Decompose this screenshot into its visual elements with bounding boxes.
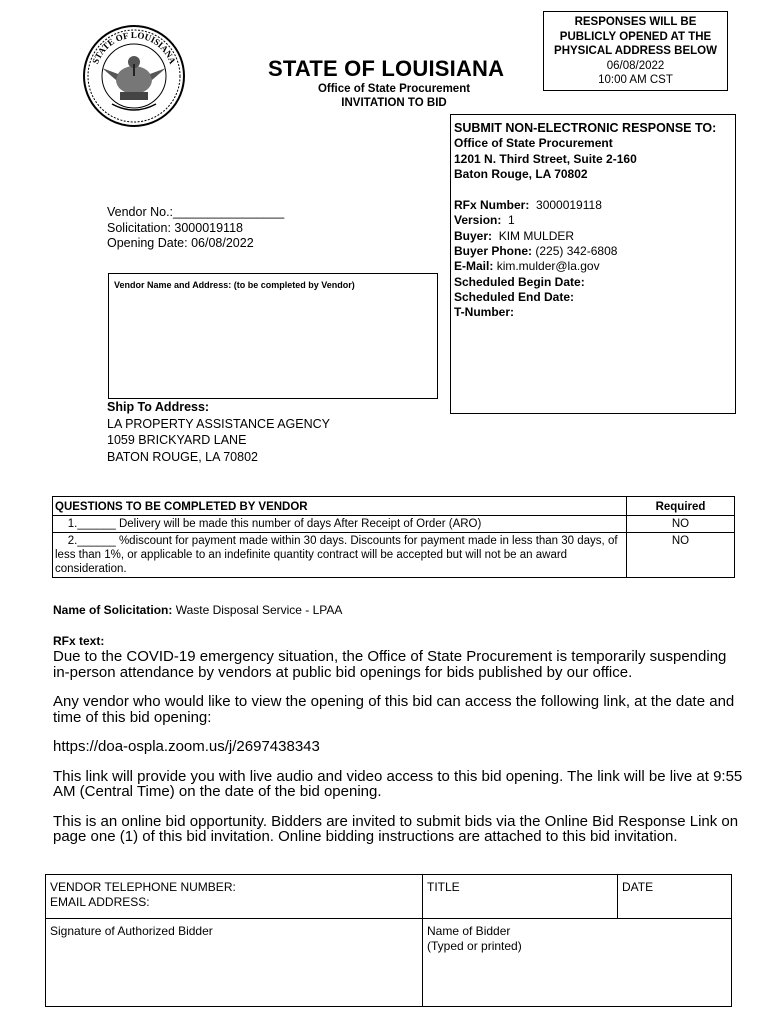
version-label: Version:: [454, 213, 502, 228]
ship-to-line-2: 1059 BRICKYARD LANE: [107, 433, 247, 447]
buyer-phone-label: Buyer Phone:: [454, 244, 533, 259]
ship-to-line-3: BATON ROUGE, LA 70802: [107, 449, 258, 464]
vendor-number-field[interactable]: Vendor No.:________________: [107, 205, 285, 219]
rfx-number-row: [454, 198, 735, 213]
bidder-name-label: Name of Bidder: [427, 924, 511, 938]
solicitation-name-label: Name of Solicitation:: [53, 603, 173, 617]
buyer-phone-value: (225) 342-6808: [535, 244, 618, 259]
scheduled-begin-date-label: Scheduled Begin Date:: [454, 274, 585, 289]
buyer-row: [454, 229, 735, 244]
responses-line-1: RESPONSES WILL BE: [574, 16, 697, 28]
opening-date-line: Opening Date: 06/08/2022: [107, 236, 254, 250]
submit-address-line-2: 1201 N. Third Street, Suite 2-160: [454, 151, 637, 166]
vendor-name-address-box[interactable]: [108, 273, 438, 399]
question-text[interactable]: 2.______ %discount for payment made within 30 days. Discounts for payment made in less than 30 days, of less than 1%, or applicable to an indefinite quantity contract will be accepted but will not be an award consideration.: [53, 533, 627, 578]
rfx-text-section: [53, 634, 743, 859]
solicitation-name: [53, 603, 342, 617]
submit-response-box: [450, 114, 736, 414]
email-value[interactable]: kim.mulder@la.gov: [496, 259, 600, 274]
ship-to-label: Ship To Address:: [107, 400, 210, 414]
question-row: [53, 533, 735, 578]
version-value: 1: [508, 213, 515, 228]
bidder-signature-form: [45, 874, 732, 1007]
ship-to-line-1: LA PROPERTY ASSISTANCE AGENCY: [107, 416, 330, 431]
scheduled-end-date-label: Scheduled End Date:: [454, 289, 575, 304]
rfx-text-label: RFx text:: [53, 634, 105, 648]
ship-to-address: [107, 399, 330, 465]
signature-label: Signature of Authorized Bidder: [50, 924, 213, 938]
email-row: [454, 259, 735, 274]
rfx-paragraph-view-opening: Any vendor who would like to view the opening of this bid can access the following link, at the date and time of this bid opening:: [53, 693, 735, 726]
signature-row: [46, 919, 732, 1007]
bidder-name-field[interactable]: [423, 919, 732, 1007]
header-subtitle: [305, 82, 483, 110]
buyer-label: Buyer:: [454, 228, 493, 243]
submit-address-line-1: Office of State Procurement: [454, 136, 613, 151]
office-name: Office of State Procurement: [317, 83, 471, 95]
responses-line-3: PHYSICAL ADDRESS BELOW: [554, 45, 717, 57]
question-required: NO: [627, 516, 735, 533]
buyer-value: KIM MULDER: [498, 228, 575, 243]
opening-time: 10:00 AM CST: [598, 74, 673, 86]
email-label: E-Mail:: [454, 259, 494, 274]
date-field[interactable]: [618, 875, 732, 919]
vendor-name-address-label: Vendor Name and Address: (to be completed by Vendor): [114, 280, 355, 290]
date-label: DATE: [622, 880, 654, 894]
required-header: Required: [627, 497, 735, 516]
title-field[interactable]: [423, 875, 618, 919]
t-number-label: T-Number:: [454, 305, 514, 320]
rfx-number-label: RFx Number:: [454, 198, 530, 213]
rfx-paragraph-live-link: This link will provide you with live audio and video access to this bid opening. The link will be live at 9:55 AM (Central Time) on the date of the bid opening.: [53, 767, 743, 800]
solicitation-number: Solicitation: 3000019118: [107, 220, 243, 235]
submit-address-line-3: Baton Rouge, LA 70802: [454, 166, 588, 181]
question-required: NO: [627, 533, 735, 578]
title-label: TITLE: [427, 880, 460, 894]
question-text[interactable]: 1.______ Delivery will be made this number of days After Receipt of Order (ARO): [53, 516, 627, 533]
rfx-paragraph-covid: Due to the COVID-19 emergency situation, the Office of State Procurement is temporarily suspending in-person attendance by vendors at public bid openings for bids published by our office.: [53, 648, 727, 681]
email-address-label: EMAIL ADDRESS:: [50, 895, 150, 909]
responses-line-2: PUBLICLY OPENED AT THE: [559, 30, 712, 43]
question-row: [53, 516, 735, 533]
responses-opening-box: [543, 11, 728, 91]
signature-field[interactable]: [46, 919, 423, 1007]
vendor-telephone-label: VENDOR TELEPHONE NUMBER:: [50, 880, 236, 894]
invitation-heading: INVITATION TO BID: [341, 97, 447, 109]
bidder-name-sublabel: (Typed or printed): [427, 939, 522, 953]
questions-header: QUESTIONS TO BE COMPLETED BY VENDOR: [53, 497, 627, 516]
solicitation-name-value: Waste Disposal Service - LPAA: [175, 603, 343, 617]
questions-header-row: [53, 497, 735, 516]
vendor-info: [107, 205, 284, 252]
version-row: [454, 213, 735, 228]
rfx-paragraph-online-bid: This is an online bid opportunity. Bidders are invited to submit bids via the Online Bid Response Link on page one (1) of this bid invitation. Online bidding instructions are attached to this bid invitation.: [53, 812, 739, 845]
phone-email-field[interactable]: [46, 875, 423, 919]
state-title: STATE OF LOUISIANA: [268, 56, 505, 81]
contact-row: [46, 875, 732, 919]
vendor-questions-table: [52, 496, 735, 578]
opening-date: 06/08/2022: [606, 59, 665, 72]
buyer-phone-row: [454, 244, 735, 259]
state-seal-icon: [82, 24, 186, 128]
zoom-link[interactable]: https://doa-ospla.zoom.us/j/2697438343: [53, 738, 320, 755]
svg-text:STATE OF LOUISIANA: STATE OF LOUISIANA: [90, 29, 178, 66]
rfx-number-value: 3000019118: [536, 198, 602, 213]
submit-heading: SUBMIT NON-ELECTRONIC RESPONSE TO:: [454, 121, 717, 135]
